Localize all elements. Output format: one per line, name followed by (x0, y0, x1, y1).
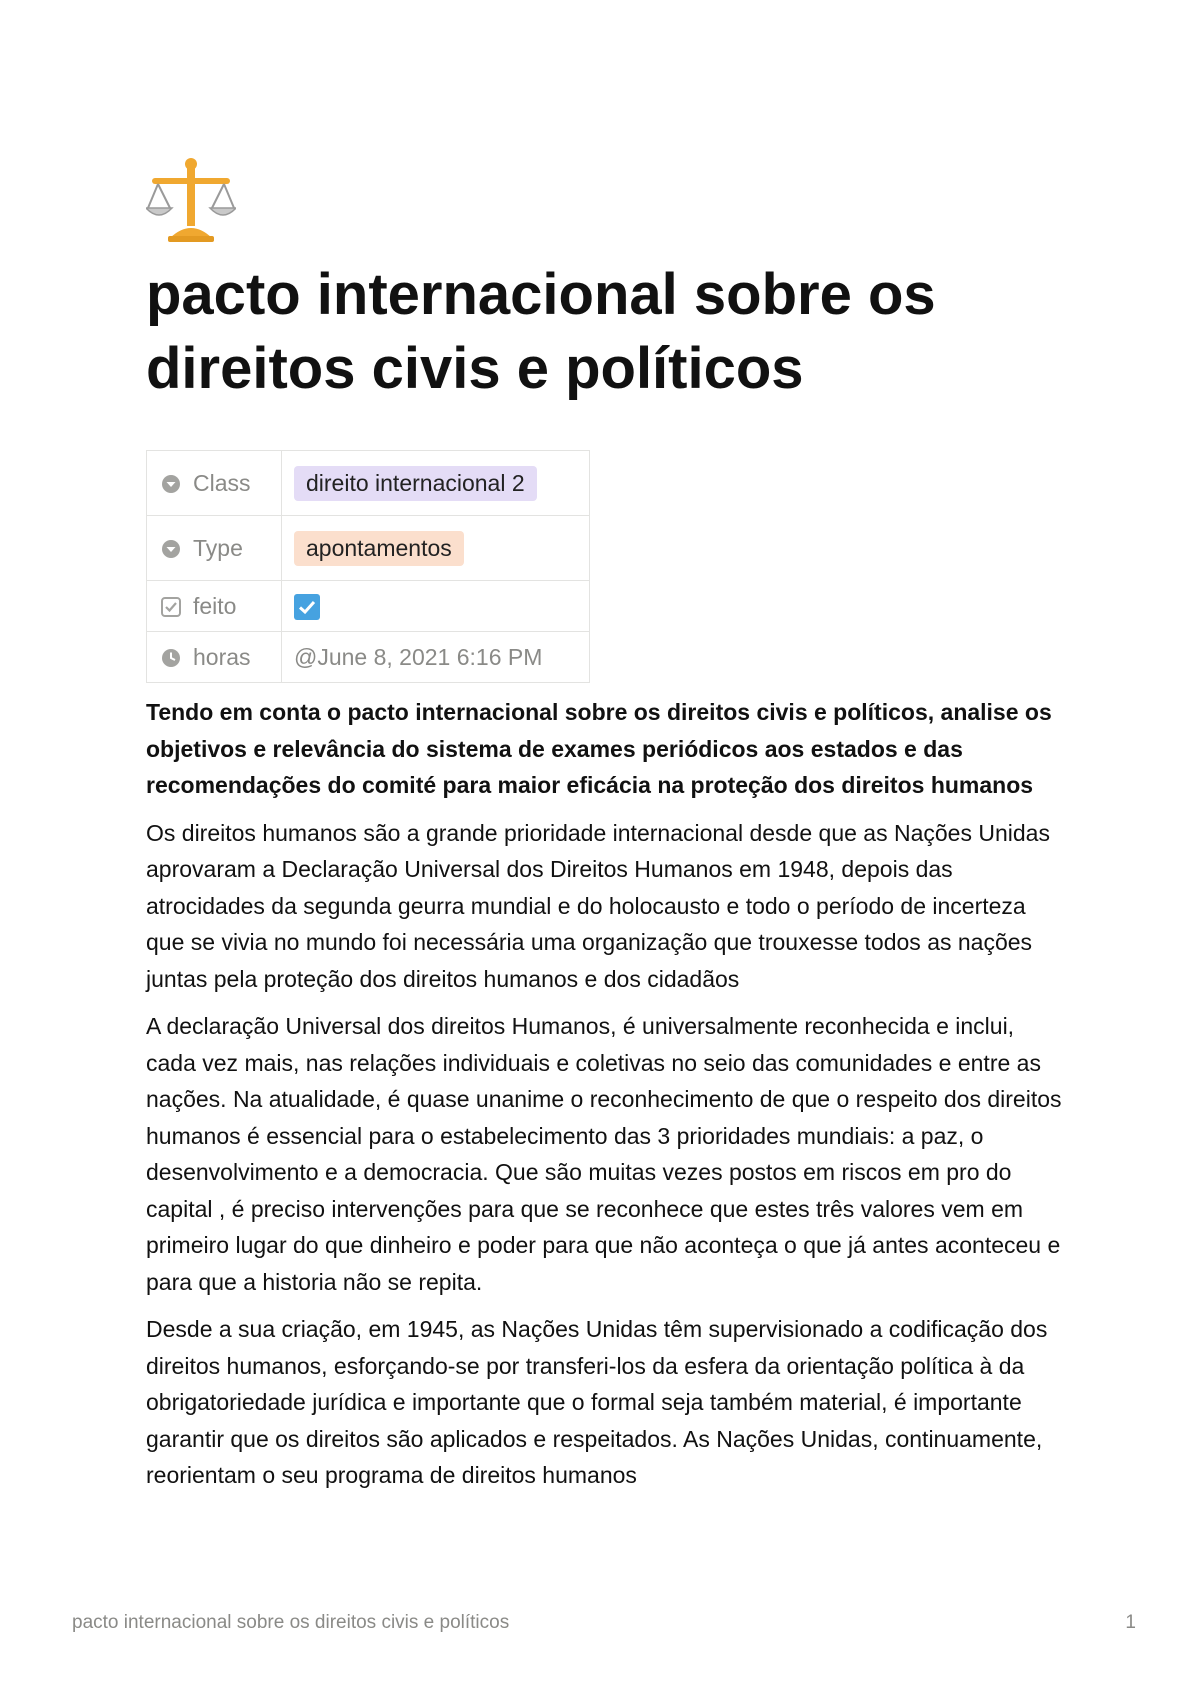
property-name-feito[interactable] (147, 581, 282, 632)
horas-date[interactable]: @June 8, 2021 6:16 PM (294, 643, 543, 670)
property-label: feito (193, 592, 237, 619)
paragraph: Desde a sua criação, em 1945, as Nações Unidas têm supervisionado a codificação dos direitos humanos, esforçando-se por transferi-los da esfera da orientação política à da obrigatoriedade jurídica e importante que o formal seja também material, é importante garantir que os direitos são aplicados e respeitados. As Nações Unidas, continuamente, reorientam o seu programa de direitos humanos (146, 1316, 1048, 1488)
property-label: Type (193, 534, 243, 561)
property-value-horas[interactable] (282, 632, 590, 683)
property-name-class[interactable] (147, 451, 282, 516)
property-value-feito[interactable] (282, 581, 590, 632)
property-row-horas[interactable] (147, 632, 590, 683)
property-label: horas (193, 643, 251, 670)
clock-icon (161, 648, 181, 668)
check-icon (294, 594, 320, 620)
property-row-feito[interactable] (147, 581, 590, 632)
property-name-type[interactable] (147, 516, 282, 581)
paragraph: Os direitos humanos são a grande prioridade internacional desde que as Nações Unidas aprovaram a Declaração Universal dos Direitos Humanos em 1948, depois das atrocidades da segunda geurra mundial e do holocausto e todo o período de incerteza que se vivia no mundo foi necessária uma organização que trouxesse todos as nações juntas pela proteção dos direitos humanos e dos cidadãos (146, 819, 1050, 992)
page-title: pacto internacional sobre os direitos civis e políticos (146, 262, 936, 401)
paragraph: A declaração Universal dos direitos Humanos, é universalmente reconhecida e inclui, cada vez mais, nas relações individuais e coletivas no seio das comunidades e entre as nações. Na atualidade, é quase unanime o reconhecimento de que o respeito dos direitos humanos é essencial para o estabelecimento das 3 prioridades mundiais: a paz, o desenvolvimento e a democracia. Que são muitas vezes postos em riscos em pro do capital , é preciso intervenções para que se reconhece que estes três valores vem em primeiro lugar do que dinheiro e poder para que não aconteça o que já antes aconteceu e para que a historia não se repita. (146, 1013, 1062, 1295)
page-content (146, 694, 1066, 1505)
property-label: Class (193, 469, 251, 496)
footer-page-number: 1 (1125, 1612, 1136, 1633)
checkbox-icon (161, 597, 181, 617)
properties-table (146, 450, 590, 683)
property-value-class[interactable] (282, 451, 590, 516)
question-text: Tendo em conta o pacto internacional sobre os direitos civis e políticos, analise os objetivos e relevância do sistema de exames periódicos aos estados e das recomendações do comité para maior eficácia na proteção dos direitos humanos (146, 699, 1052, 798)
balance-scale-icon (146, 156, 236, 244)
footer-title: pacto internacional sobre os direitos civis e políticos (72, 1612, 510, 1633)
property-value-type[interactable] (282, 516, 590, 581)
select-icon (161, 539, 181, 559)
feito-checkbox[interactable] (294, 594, 320, 620)
property-name-horas[interactable] (147, 632, 282, 683)
select-icon (161, 474, 181, 494)
class-tag[interactable]: direito internacional 2 (294, 466, 537, 501)
property-row-type[interactable] (147, 516, 590, 581)
type-tag[interactable]: apontamentos (294, 531, 464, 566)
property-row-class[interactable] (147, 451, 590, 516)
